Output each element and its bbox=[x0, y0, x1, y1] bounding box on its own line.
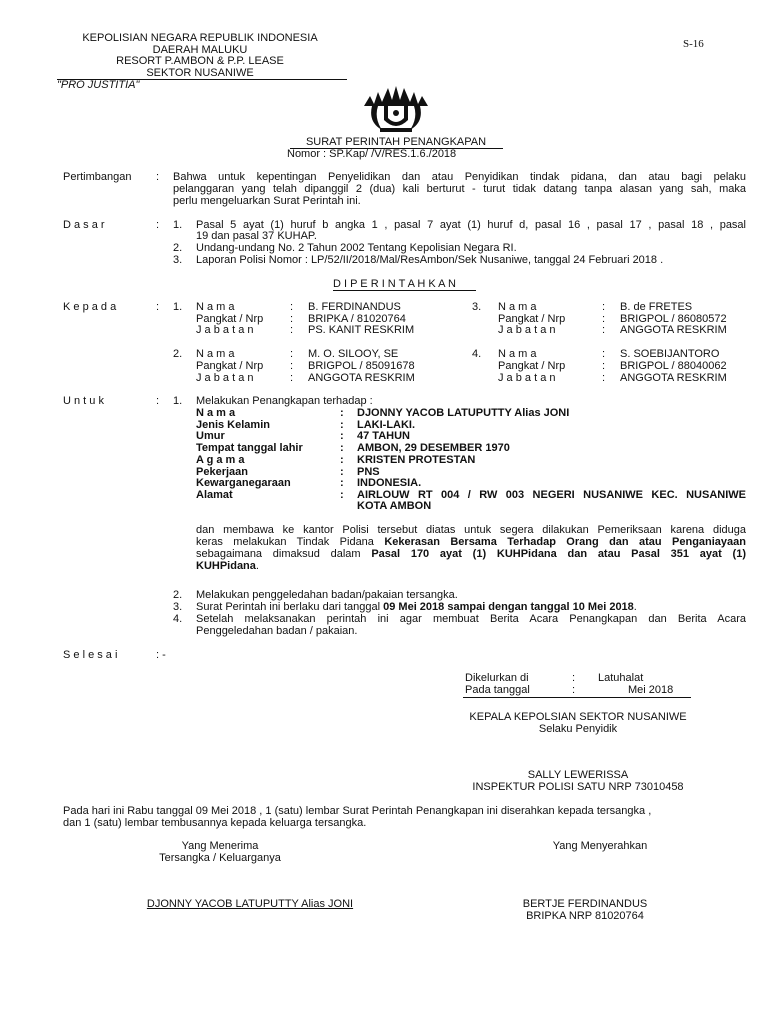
suspect-nationality-label: Kewarganegaraan bbox=[196, 477, 291, 489]
suspect-colon-4: : bbox=[340, 442, 344, 454]
untuk-colon: : bbox=[156, 395, 160, 407]
pertimbangan-line-1: Bahwa untuk kepentingan Penyelidikan dan atau Penyidikan tindak pidana, dan atau bagi pelaku bbox=[173, 171, 746, 183]
officer-2-colon-2: : bbox=[290, 360, 294, 372]
untuk-article: Pasal 170 ayat (1) KUHPidana dan atau Pasal 351 ayat (1) bbox=[371, 548, 746, 560]
suspect-colon-7: : bbox=[340, 477, 344, 489]
untuk-item-3c: . bbox=[633, 601, 637, 613]
untuk-item-2: Melakukan penggeledahan badan/pakaian tersangka. bbox=[196, 589, 458, 601]
officer-2-colon-3: : bbox=[290, 372, 294, 384]
untuk-num-2: 2. bbox=[173, 589, 183, 601]
untuk-article-end: KUHPidana bbox=[196, 560, 256, 572]
officer-4-jabatan: ANGGOTA RESKRIM bbox=[620, 372, 727, 384]
officer-2-nama: M. O. SILOOY, SE bbox=[308, 348, 399, 360]
officer-3-pangkat-label: Pangkat / Nrp bbox=[498, 313, 566, 325]
suspect-job-label: Pekerjaan bbox=[196, 466, 248, 478]
receiver-label: Yang Menerima bbox=[181, 840, 259, 852]
officer-4-pangkat: BRIGPOL / 88040062 bbox=[620, 360, 727, 372]
document-title: SURAT PERINTAH PENANGKAPAN bbox=[305, 136, 487, 148]
untuk-validity: 09 Mei 2018 sampai dengan tanggal 10 Mei 2018 bbox=[383, 601, 634, 613]
suspect-colon-8: : bbox=[340, 489, 344, 501]
pertimbangan-label: Pertimbangan bbox=[63, 171, 132, 183]
untuk-item-4-line-1: Setelah melaksanakan perintah ini agar membuat Berita Acara Penangkapan dan Berita Acara bbox=[196, 613, 746, 625]
officer-2-pangkat: BRIGPOL / 85091678 bbox=[308, 360, 415, 372]
pertimbangan-line-3: perlu mengeluarkan Surat Perintah ini. bbox=[173, 195, 361, 207]
officer-1-jabatan-label: J a b a t a n bbox=[196, 324, 254, 336]
signatory-title: KEPALA KEPOLSIAN SEKTOR NUSANIWE bbox=[469, 711, 687, 723]
untuk-paragraph-line-2a: keras melakukan Tindak Pidana bbox=[196, 536, 385, 548]
officer-4-nama-label: N a m a bbox=[498, 348, 537, 360]
officer-3-jabatan-label: J a b a t a n bbox=[498, 324, 556, 336]
signatory-name: SALLY LEWERISSA bbox=[527, 769, 629, 781]
officer-4-colon-3: : bbox=[602, 372, 606, 384]
kepada-label: K e p a d a bbox=[63, 301, 117, 313]
org-line-2: DAERAH MALUKU bbox=[152, 44, 248, 56]
suspect-address-line-2: KOTA AMBON bbox=[357, 500, 432, 512]
receiver-role: Tersangka / Keluarganya bbox=[159, 852, 281, 864]
officer-3-pangkat: BRIGPOL / 86080572 bbox=[620, 313, 727, 325]
officer-1-colon-1: : bbox=[290, 301, 294, 313]
signatory-role: Selaku Penyidik bbox=[538, 723, 618, 735]
untuk-item-1-intro: Melakukan Penangkapan terhadap : bbox=[196, 395, 373, 407]
officer-2-jabatan: ANGGOTA RESKRIM bbox=[308, 372, 415, 384]
issued-at-colon: : bbox=[572, 672, 576, 684]
pertimbangan-colon: : bbox=[156, 171, 160, 183]
officer-1-nama: B. FERDINANDUS bbox=[308, 301, 401, 313]
officer-1-colon-3: : bbox=[290, 324, 294, 336]
suspect-colon-5: : bbox=[340, 454, 344, 466]
suspect-address-label: Alamat bbox=[196, 489, 233, 501]
officer-1-jabatan: PS. KANIT RESKRIM bbox=[308, 324, 415, 336]
officer-4-colon-1: : bbox=[602, 348, 606, 360]
dasar-item-1-line-2: 19 dan pasal 37 KUHAP. bbox=[196, 230, 317, 242]
org-line-4: SEKTOR NUSANIWE bbox=[146, 67, 254, 79]
dasar-item-1-line-1: Pasal 5 ayat (1) huruf b angka 1 , pasal 7 ayat (1) huruf d, pasal 16 , pasal 17 , pasal 18 , pasal bbox=[196, 219, 746, 231]
untuk-item-3a: Surat Perintah ini berlaku dari tanggal bbox=[196, 601, 384, 613]
dasar-item-3: Laporan Polisi Nomor : LP/52/II/2018/Mal/ResAmbon/Sek Nusaniwe, tanggal 24 Februari 2018 . bbox=[196, 254, 664, 266]
dasar-num-3: 3. bbox=[173, 254, 183, 266]
suspect-nama: DJONNY YACOB LATUPUTTY Alias JONI bbox=[357, 407, 570, 419]
selesai-value: : - bbox=[156, 649, 166, 661]
suspect-religion: KRISTEN PROTESTAN bbox=[357, 454, 476, 466]
dasar-num-2: 2. bbox=[173, 242, 183, 254]
officer-4-colon-2: : bbox=[602, 360, 606, 372]
suspect-age: 47 TAHUN bbox=[357, 430, 410, 442]
officer-3-colon-2: : bbox=[602, 313, 606, 325]
officer-2-num: 2. bbox=[173, 348, 183, 360]
untuk-paragraph-period: . bbox=[255, 560, 259, 572]
officer-3-num: 3. bbox=[472, 301, 482, 313]
officer-2-jabatan-label: J a b a t a n bbox=[196, 372, 254, 384]
officer-3-jabatan: ANGGOTA RESKRIM bbox=[620, 324, 727, 336]
giver-name: BERTJE FERDINANDUS bbox=[522, 898, 648, 910]
issued-date-label: Pada tanggal bbox=[465, 684, 530, 696]
issued-at-label: Dikelurkan di bbox=[465, 672, 529, 684]
org-line-1: KEPOLISIAN NEGARA REPUBLIK INDONESIA bbox=[82, 32, 318, 44]
untuk-num-4: 4. bbox=[173, 613, 183, 625]
officer-4-jabatan-label: J a b a t a n bbox=[498, 372, 556, 384]
issued-date-colon: : bbox=[572, 684, 576, 696]
officer-2-nama-label: N a m a bbox=[196, 348, 235, 360]
suspect-colon-6: : bbox=[340, 466, 344, 478]
suspect-colon-1: : bbox=[340, 407, 344, 419]
diperintahkan-underline bbox=[333, 290, 476, 291]
untuk-paragraph-line-1: dan membawa ke kantor Polisi tersebut diatas untuk segera dilakukan Pemeriksaan karena diduga bbox=[196, 524, 746, 536]
officer-1-colon-2: : bbox=[290, 313, 294, 325]
issued-at-value: Latuhalat bbox=[598, 672, 644, 684]
kepada-colon: : bbox=[156, 301, 160, 313]
suspect-nationality: INDONESIA. bbox=[357, 477, 422, 489]
handover-line-2: dan 1 (satu) lembar tembusannya kepada keluarga tersangka. bbox=[63, 817, 367, 829]
officer-1-nama-label: N a m a bbox=[196, 301, 235, 313]
suspect-birth-label: Tempat tanggal lahir bbox=[196, 442, 303, 454]
officer-2-pangkat-label: Pangkat / Nrp bbox=[196, 360, 264, 372]
suspect-gender-label: Jenis Kelamin bbox=[196, 419, 270, 431]
officer-1-pangkat-label: Pangkat / Nrp bbox=[196, 313, 264, 325]
untuk-label: U n t u k bbox=[63, 395, 104, 407]
selesai-label: S e l e s a i bbox=[63, 649, 118, 661]
pertimbangan-line-2: pelanggaran yang telah dipanggil 2 (dua) kali berturut - turut tidak datang tanpa alasan yang sah, maka bbox=[173, 183, 746, 195]
dasar-colon: : bbox=[156, 219, 160, 231]
officer-1-pangkat: BRIPKA / 81020764 bbox=[308, 313, 406, 325]
officer-3-colon-3: : bbox=[602, 324, 606, 336]
untuk-paragraph-line-3 bbox=[196, 548, 746, 561]
suspect-colon-3: : bbox=[340, 430, 344, 442]
handover-line-1: Pada hari ini Rabu tanggal 09 Mei 2018 , 1 (satu) lembar Surat Perintah Penangkapan ini diserahkan kepada tersangka , bbox=[63, 805, 652, 817]
officer-3-colon-1: : bbox=[602, 301, 606, 313]
untuk-item-3 bbox=[196, 601, 637, 614]
suspect-colon-2: : bbox=[340, 419, 344, 431]
officer-3-nama-label: N a m a bbox=[498, 301, 537, 313]
form-code: S-16 bbox=[683, 38, 704, 50]
dasar-num-1: 1. bbox=[173, 219, 183, 231]
org-line-3: RESORT P.AMBON & P.P. LEASE bbox=[116, 55, 284, 67]
officer-4-num: 4. bbox=[472, 348, 482, 360]
giver-label: Yang Menyerahkan bbox=[552, 840, 648, 852]
officer-3-nama: B. de FRETES bbox=[620, 301, 693, 313]
receiver-name: DJONNY YACOB LATUPUTTY Alias JONI bbox=[146, 898, 354, 910]
untuk-num-3: 3. bbox=[173, 601, 183, 613]
untuk-paragraph-line-3a: sebagaimana dimaksud dalam bbox=[196, 548, 372, 560]
officer-4-nama: S. SOEBIJANTORO bbox=[620, 348, 720, 360]
officer-2-colon-1: : bbox=[290, 348, 294, 360]
untuk-offense: Kekerasan Bersama Terhadap Orang dan atau Penganiayaan bbox=[384, 536, 747, 548]
officer-4-pangkat-label: Pangkat / Nrp bbox=[498, 360, 566, 372]
police-emblem-icon bbox=[358, 84, 434, 134]
suspect-gender: LAKI-LAKI. bbox=[357, 419, 416, 431]
signatory-rank: INSPEKTUR POLISI SATU NRP 73010458 bbox=[472, 781, 684, 793]
diperintahkan-heading: D I P E R I N T A H K A N bbox=[333, 278, 456, 290]
suspect-address: AIRLOUW RT 004 / RW 003 NEGERI NUSANIWE KEC. NUSANIWE bbox=[357, 489, 746, 501]
untuk-num-1: 1. bbox=[173, 395, 183, 407]
issued-date-value: Mei 2018 bbox=[628, 684, 674, 696]
suspect-nama-label: N a m a bbox=[196, 407, 236, 419]
untuk-paragraph-line-2 bbox=[196, 536, 746, 549]
suspect-religion-label: A g a m a bbox=[196, 454, 245, 466]
suspect-job: PNS bbox=[357, 466, 380, 478]
suspect-birth: AMBON, 29 DESEMBER 1970 bbox=[357, 442, 510, 454]
document-number: Nomor : SP.Kap/ /V/RES.1.6./2018 bbox=[287, 148, 457, 160]
untuk-item-4-line-2: Penggeledahan badan / pakaian. bbox=[196, 625, 358, 637]
dasar-label: D a s a r bbox=[63, 219, 105, 231]
pro-justitia: "PRO JUSTITIA" bbox=[57, 79, 140, 91]
untuk-paragraph-line-4 bbox=[196, 560, 259, 573]
dasar-item-2: Undang-undang No. 2 Tahun 2002 Tentang Kepolisian Negara RI. bbox=[196, 242, 517, 254]
issued-divider bbox=[463, 697, 691, 698]
giver-rank: BRIPKA NRP 81020764 bbox=[526, 910, 644, 922]
officer-1-num: 1. bbox=[173, 301, 183, 313]
suspect-age-label: Umur bbox=[196, 430, 225, 442]
